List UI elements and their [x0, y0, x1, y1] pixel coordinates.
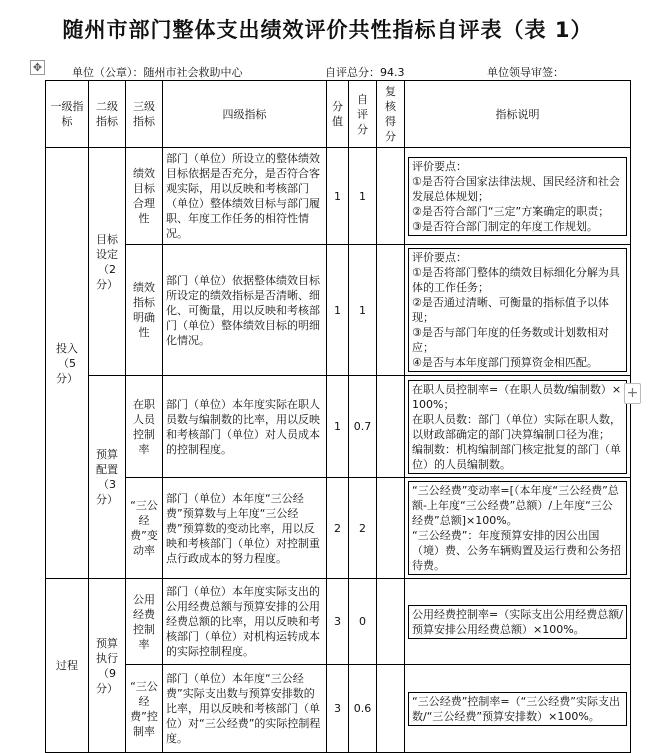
review-cell [377, 148, 405, 245]
unit-label: 单位（公章）：随州市社会救助中心 [72, 66, 243, 79]
level4-cell: 部门（单位）本年度“三公经费”预算数与上年度“三公经费”预算数的变动比率，用以反映和考核部门（单位）对控制重点行政成本的努力程度。 [163, 478, 327, 579]
level4-cell: 部门（单位）依据整体绩效目标所设定的绩效指标是否清晰、细化、可衡量，用以反映和考核部门（单位）整体绩效目标的明细化情况。 [163, 245, 327, 376]
score-cell: 3 [327, 579, 349, 665]
score-cell: 3 [327, 665, 349, 753]
group-input: 投入（5分） [46, 148, 89, 579]
table-row [46, 148, 631, 245]
table-row [46, 376, 631, 478]
leader-signoff-label: 单位领导审签： [487, 66, 564, 79]
header-level4: 四级指标 [163, 81, 327, 148]
level4-cell: 部门（单位）本年度实际在职人员数与编制数的比率，用以反映和考核部门（单位）对人员成本的控制程度。 [163, 376, 327, 478]
level3-cell: 公用经费控制率 [126, 579, 163, 665]
review-cell [377, 579, 405, 665]
table-header-row [46, 81, 631, 148]
header-desc: 指标说明 [405, 81, 631, 148]
self-eval-cell: 2 [349, 478, 377, 579]
desc-text: 公用经费控制率=（实际支出公用经费总额/预算安排公用经费总额）×100%。 [408, 605, 627, 639]
self-eval-cell: 0.6 [349, 665, 377, 753]
self-eval-cell: 0.7 [349, 376, 377, 478]
review-cell [377, 245, 405, 376]
level3-cell: “三公经费”控制率 [126, 665, 163, 753]
document-title: 随州市部门整体支出绩效评价共性指标自评表（表 1） [62, 18, 593, 42]
table-row [46, 478, 631, 579]
add-row-plus-icon[interactable]: + [624, 383, 641, 404]
subgroup-goal: 目标设定（2分） [89, 148, 126, 376]
group-process: 过程 [46, 579, 89, 753]
level4-cell: 部门（单位）所设立的整体绩效目标依据是否充分，是否符合客观实际，用以反映和考核部门（单位）整体绩效目标与部门履职、年度工作任务的相符性情况。 [163, 148, 327, 245]
table-row [46, 245, 631, 376]
desc-cell [405, 376, 631, 478]
level4-cell: 部门（单位）本年度“三公经费”实际支出数与预算安排数的比率，用以反映和考核部门（单位）对“三公经费”的实际控制程度。 [163, 665, 327, 753]
level4-cell: 部门（单位）本年度实际支出的公用经费总额与预算安排的公用经费总额的比率，用以反映和考核部门（单位）对机构运转成本的实际控制程度。 [163, 579, 327, 665]
desc-cell [405, 148, 631, 245]
level3-cell: 绩效目标合理性 [126, 148, 163, 245]
self-eval-cell: 1 [349, 148, 377, 245]
desc-text: 评价要点： ①是否符合国家法律法规、国民经济和社会发展总体规划； ②是否符合部门“三定”方案确定的职责； ③是否符合部门制定的年度工作规划。 [408, 157, 627, 236]
header-self-eval: 自评分 [349, 81, 377, 148]
table-move-handle-icon[interactable]: ✥ [30, 60, 45, 75]
score-cell: 1 [327, 376, 349, 478]
header-level2: 二级指标 [89, 81, 126, 148]
review-cell [377, 478, 405, 579]
score-cell: 1 [327, 245, 349, 376]
desc-text: “三公经费”变动率=[（本年度“三公经费”总额-上年度“三公经费”总额）/上年度“三公经费”总额]×100%。 “三公经费”：年度预算安排的因公出国（境）费、公务车辆购置及运行费和公务招待费。 [408, 481, 627, 575]
evaluation-table [45, 80, 631, 753]
score-cell: 2 [327, 478, 349, 579]
review-cell [377, 665, 405, 753]
desc-cell [405, 245, 631, 376]
desc-text: “三公经费”控制率=（“三公经费”实际支出数/“三公经费”预算安排数）×100%。 [408, 692, 627, 726]
header-score: 分值 [327, 81, 349, 148]
header-review: 复核得分 [377, 81, 405, 148]
subgroup-exec: 预算执行（9分） [89, 579, 126, 753]
desc-cell [405, 478, 631, 579]
desc-text: 评价要点： ①是否将部门整体的绩效目标细化分解为具体的工作任务； ②是否通过清晰、可衡量的指标值予以体现； ③是否与部门年度的任务数或计划数相对应； ④是否与本年度部门预算资金相匹配。 [408, 248, 627, 372]
header-level1: 一级指标 [46, 81, 89, 148]
desc-cell [405, 579, 631, 665]
header-level3: 三级指标 [126, 81, 163, 148]
level3-cell: 在职人员控制率 [126, 376, 163, 478]
self-eval-cell: 0 [349, 579, 377, 665]
self-score-label: 自评总分：94.3 [325, 66, 405, 79]
desc-text: 在职人员控制率=（在职人员数/编制数）×100%； 在职人员数：部门（单位）实际在职人数，以财政部确定的部门决算编制口径为准； 编制数：机构编制部门核定批复的部门（单位）的人员编制数。 [408, 380, 627, 474]
desc-cell [405, 665, 631, 753]
score-cell: 1 [327, 148, 349, 245]
self-eval-cell: 1 [349, 245, 377, 376]
table-row [46, 665, 631, 753]
level3-cell: “三公经费”变动率 [126, 478, 163, 579]
level3-cell: 绩效指标明确性 [126, 245, 163, 376]
review-cell [377, 376, 405, 478]
table-row [46, 579, 631, 665]
subgroup-budget: 预算配置（3分） [89, 376, 126, 579]
